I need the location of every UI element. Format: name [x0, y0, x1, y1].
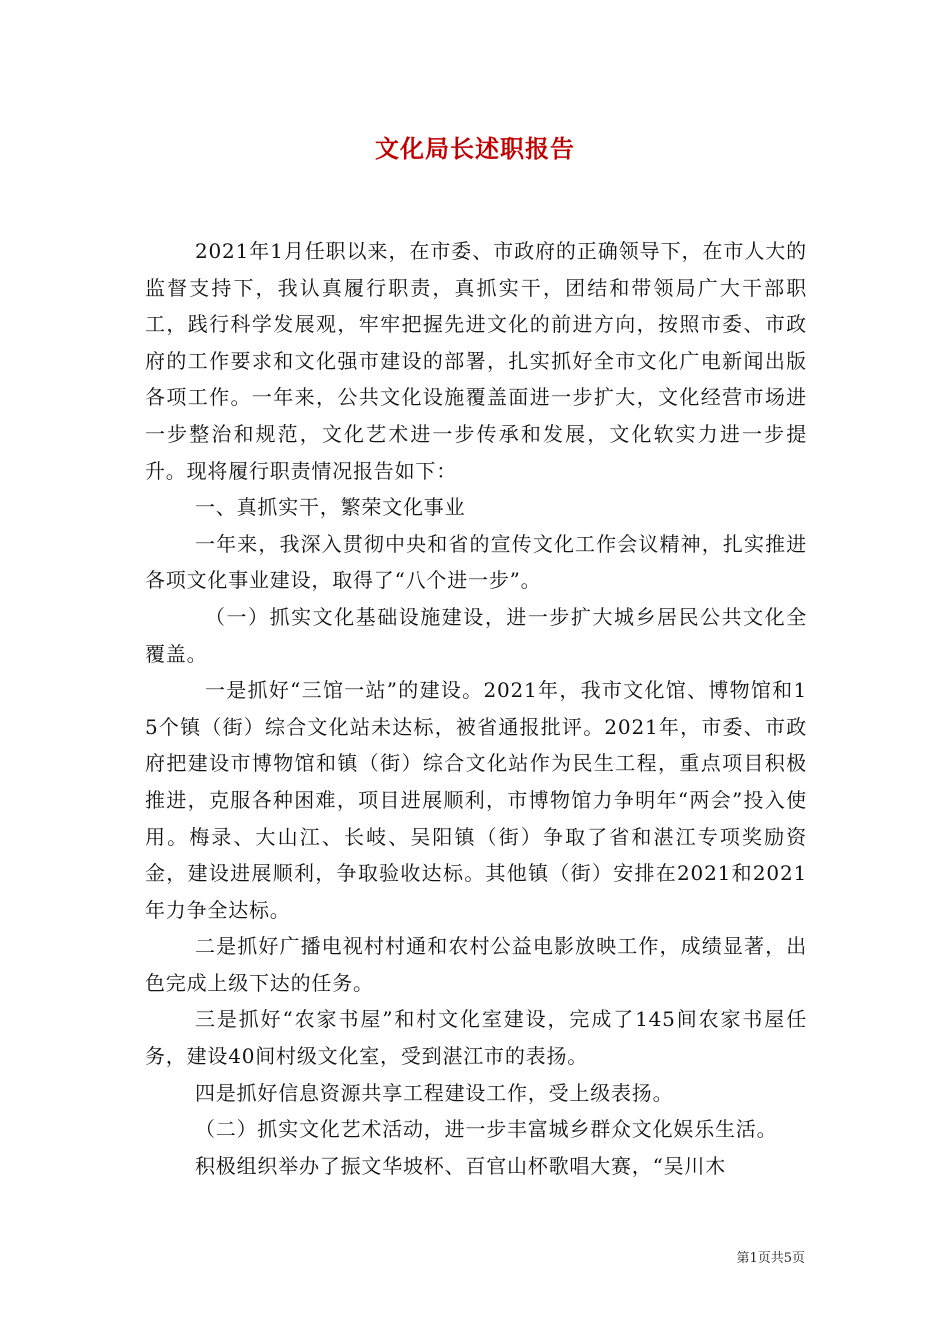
paragraph-item-1: 一是抓好“三馆一站”的建设。2021年，我市文化馆、博物馆和15个镇（街）综合文化站未达标，被省通报批评。2021年，市委、市政府把建设市博物馆和镇（街）综合文化站作为民生工程，重点项目积极推进，克服各种困难，项目进展顺利，市博物馆力争明年“两会”投入使用。梅录、大山江、长岐、吴阳镇（街）争取了省和湛江专项奖励资金，建设进展顺利，争取验收达标。其他镇（街）安排在2021和2021年力争全达标。: [145, 678, 807, 922]
paragraph-intro: 2021年1月任职以来，在市委、市政府的正确领导下，在市人大的监督支持下，我认真履行职责，真抓实干，团结和带领局广大干部职工，践行科学发展观，牢牢把握先进文化的前进方向，按照市委、市政府的工作要求和文化强市建设的部署，扎实抓好全市文化广电新闻出版各项工作。一年来，公共文化设施覆盖面进一步扩大，文化经营市场进一步整治和规范，文化艺术进一步传承和发展，文化软实力进一步提升。现将履行职责情况报告如下：: [145, 239, 807, 483]
document-body: [145, 233, 807, 1184]
paragraph-section-1-intro: 一年来，我深入贯彻中央和省的宣传文化工作会议精神，扎实推进各项文化事业建设，取得了“八个进一步”。: [145, 531, 807, 593]
paragraph-item-3: 三是抓好“农家书屋”和村文化室建设，完成了145间农家书屋任务，建设40间村级文化室，受到湛江市的表扬。: [145, 1007, 807, 1069]
paragraph-activities: 积极组织举办了振文华坡杯、百官山杯歌唱大赛，“吴川木: [195, 1153, 727, 1178]
subsection-heading-1: （一）抓实文化基础设施建设，进一步扩大城乡居民公共文化全覆盖。: [145, 604, 807, 666]
subsection-heading-2: （二）抓实文化艺术活动，进一步丰富城乡群众文化娱乐生活。: [195, 1117, 778, 1142]
paragraph-item-4: 四是抓好信息资源共享工程建设工作，受上级表扬。: [195, 1080, 674, 1105]
document-title: 文化局长述职报告: [375, 134, 575, 163]
section-heading-1: 一、真抓实干，繁荣文化事业: [195, 495, 466, 520]
paragraph-item-2: 二是抓好广播电视村村通和农村公益电影放映工作，成绩显著，出色完成上级下达的任务。: [145, 934, 807, 995]
page-indicator: 第1页共5页: [736, 1251, 805, 1266]
